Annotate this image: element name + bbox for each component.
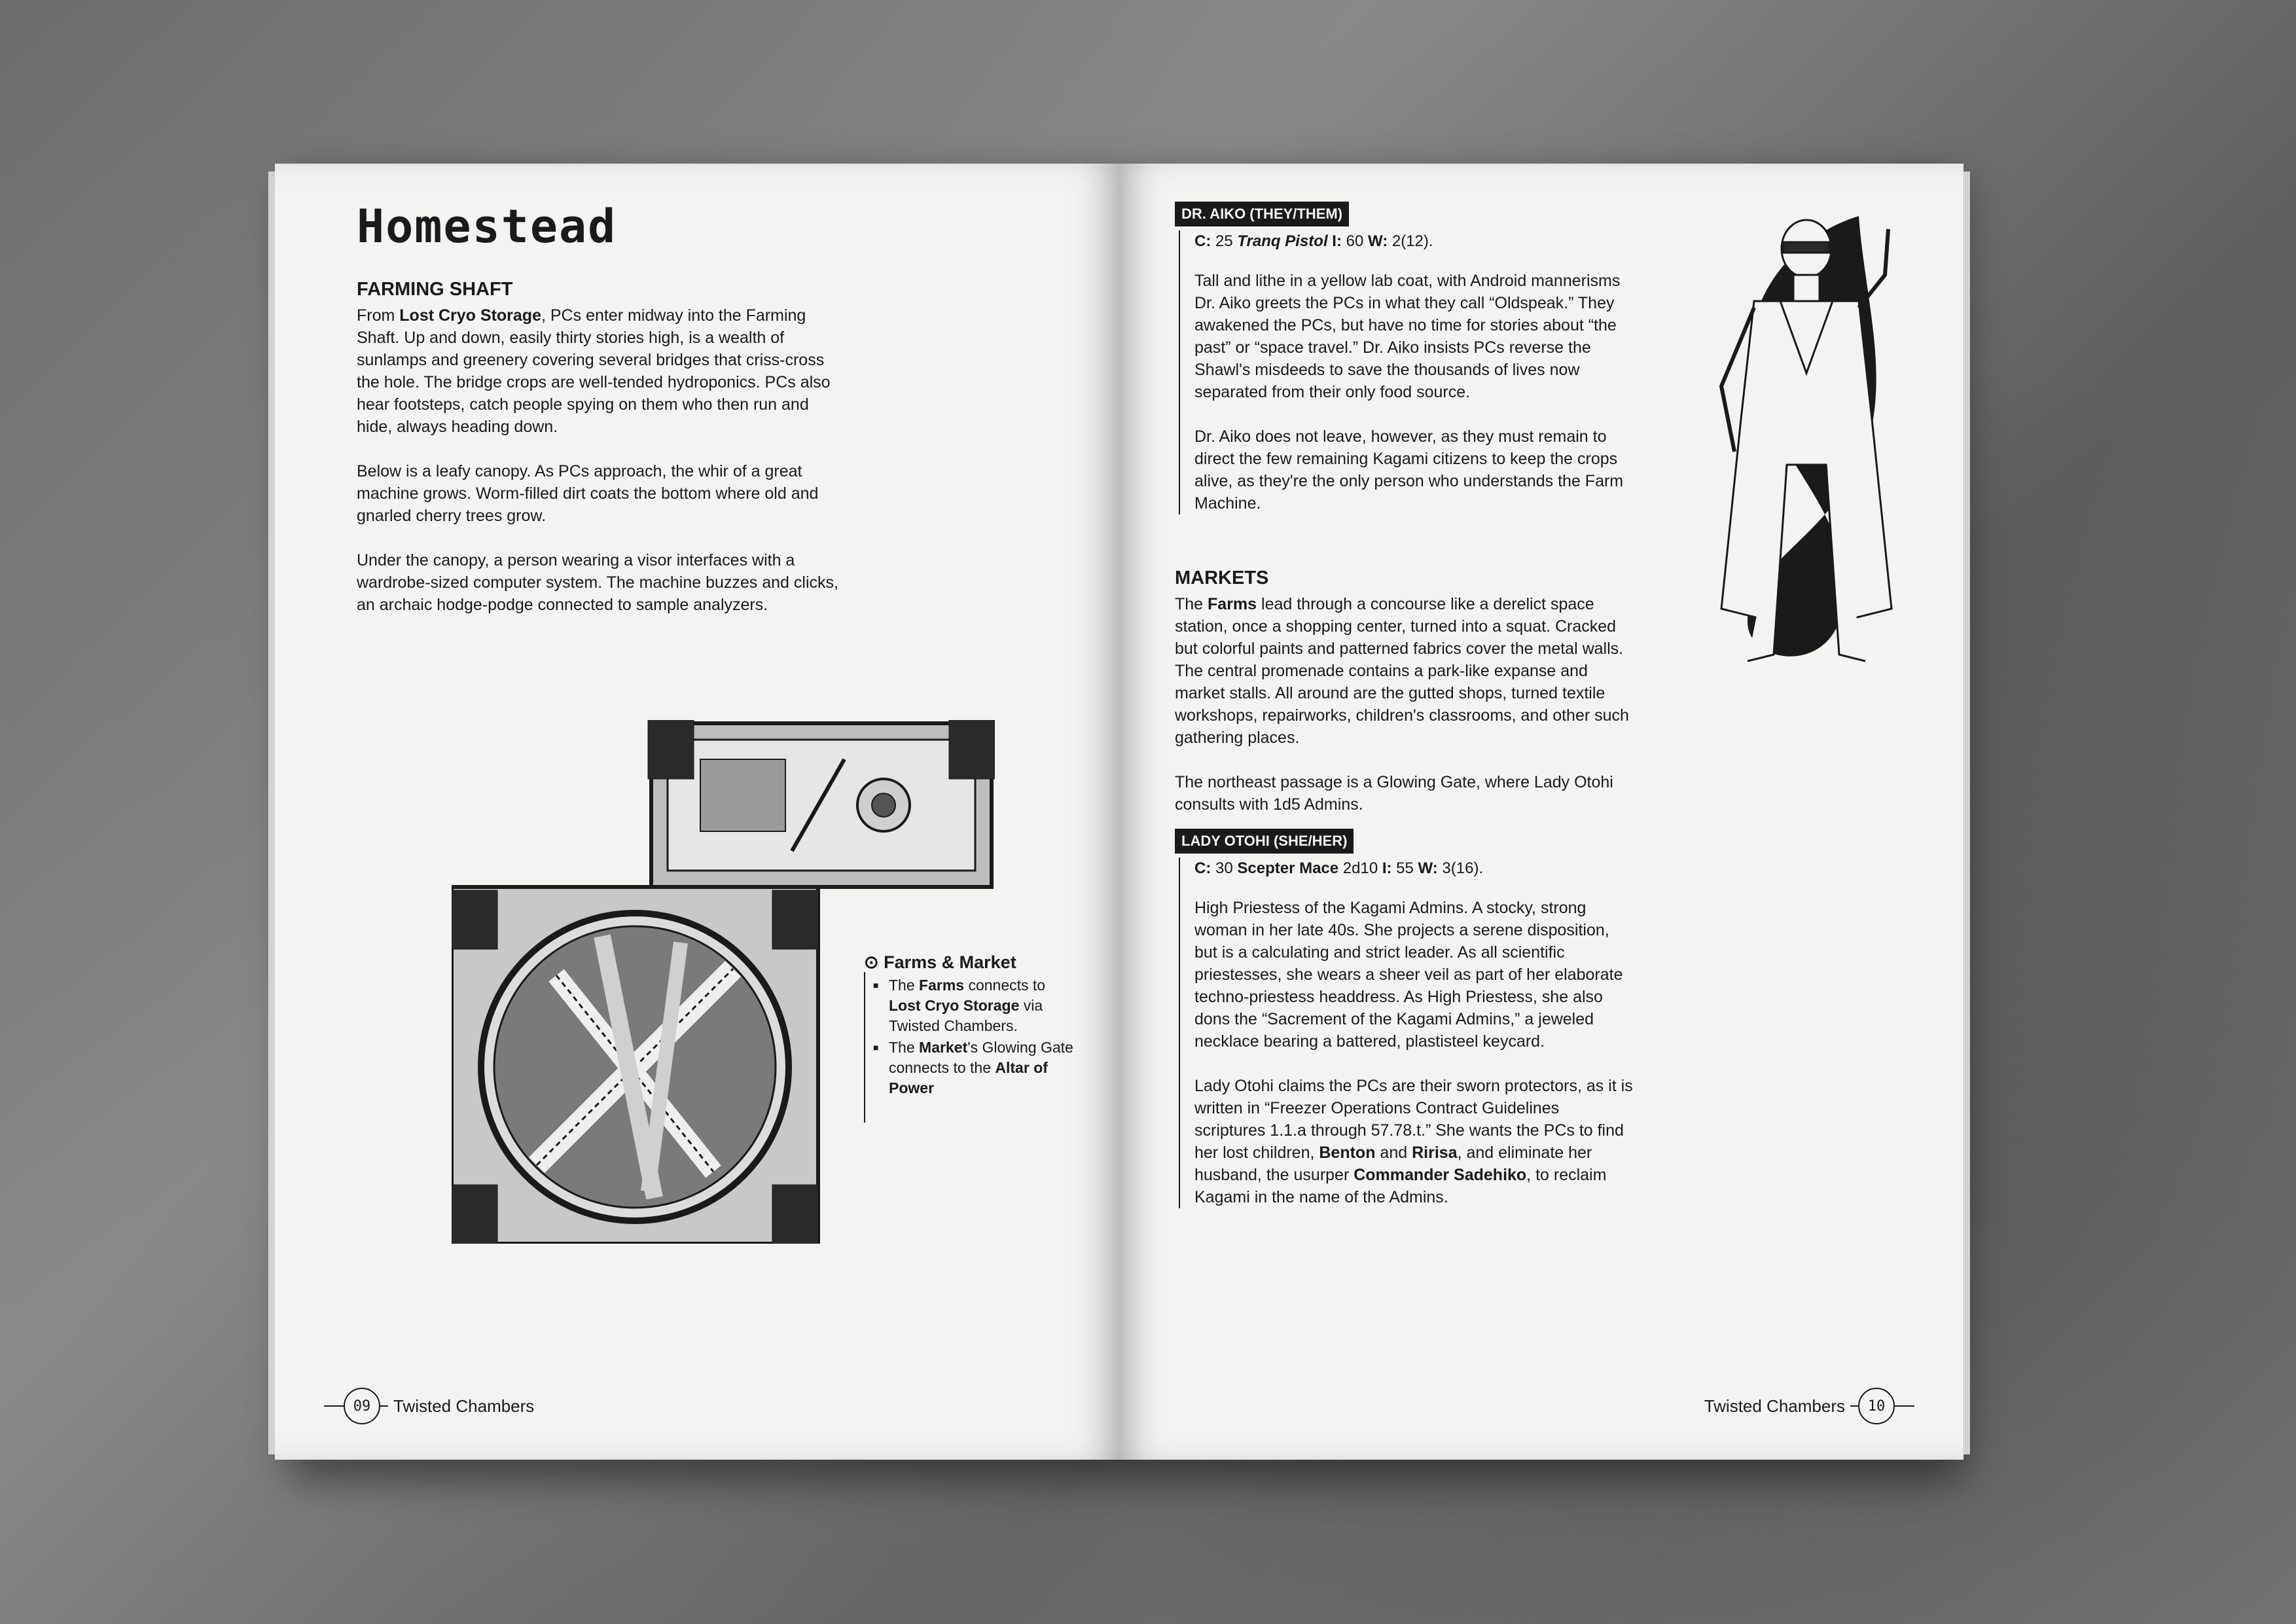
aiko-paragraph-1: Tall and lithe in a yellow lab coat, with Android mannerisms Dr. Aiko greets the PCs in what they call “Oldspeak.” They awakened the PCs, but have no time for stories about “the past” or “space travel.” Dr. Aiko insists PCs reverse the Shawl's misdeeds to save the thousands of lives now separated from their only food source. [1194,272,1621,401]
farming-shaft-section [357,278,841,638]
right-footer [1704,1388,1914,1424]
aiko-stats: C: 25 Tranq Pistol I: 60 W: 2(12). [1194,232,1433,250]
otohi-stats: C: 30 Scepter Mace 2d10 I: 55 W: 3(16). [1194,859,1484,877]
markets-heading: MARKETS [1175,568,1269,588]
legend-title: ⊙ Farms & Market [864,952,1016,972]
left-page [275,164,1119,1460]
otohi-paragraph-1: High Priestess of the Kagami Admins. A stocky, strong woman in her late 40s. She projects a serene disposition, but is a calculating and strict leader. As all scientific priestesses, she wears a sheer veil as part of her elaborate techno-priestess headdress. As High Priestess, she also dons the “Sacrement of the Kagami Admins,” a jeweled necklace bearing a battered, plastisteel keycard. [1194,899,1623,1051]
right-page [1119,164,1964,1460]
legend-item-farms: ■ The Farms connects to Lost Cryo Storage via Twisted Chambers. [864,975,1073,1036]
aiko-stat-block [1179,230,1633,514]
aiko-paragraph-2: Dr. Aiko does not leave, however, as they must remain to direct the few remaining Kagami citizens to keep the crops alive, as they're the only person who understands the Farm Machine. [1194,427,1624,513]
markets-paragraph-1: The Farms lead through a concourse like a derelict space station, once a shopping center, turned into a squat. Cracked but colorful paints and patterned fabrics cover the metal walls. The central promenade contains a park-like expanse and market stalls. All around are the gutted shops, turned textile workshops, repairworks, children's classrooms, and other such gathering places. [1175,595,1629,747]
page-title: Homestead [357,200,617,253]
farming-shaft-paragraph-1: From Lost Cryo Storage, PCs enter midway into the Farming Shaft. Up and down, easily thirty stories high, is a wealth of sunlamps and greenery covering several bridges that criss-cross the hole. The bridge crops are well-tended hydroponics. PCs also hear footsteps, catch people spying on them who then run and hide, always heading down. [357,306,831,436]
footer-book-title: Twisted Chambers [1704,1396,1845,1416]
dr-aiko-illustration [1643,203,1924,700]
farming-shaft-paragraph-3: Under the canopy, a person wearing a visor interfaces with a wardrobe-sized computer system. The machine buzzes and clicks, an archaic hodge-podge connected to sample analyzers. [357,551,838,614]
right-column [1175,202,1633,1208]
aiko-tag: DR. AIKO (THEY/THEM) [1175,202,1349,226]
page-number: 10 [1858,1388,1895,1424]
farming-shaft-paragraph-2: Below is a leafy canopy. As PCs approach, the whir of a great machine grows. Worm-filled dirt coats the bottom where old and gnarled cherry trees grow. [357,462,819,525]
otohi-tag: LADY OTOHI (SHE/HER) [1175,829,1354,854]
markets-paragraph-2: The northeast passage is a Glowing Gate, where Lady Otohi consults with 1d5 Admins. [1175,773,1613,814]
map-legend [864,952,1073,1100]
footer-book-title: Twisted Chambers [393,1396,535,1416]
otohi-paragraph-2: Lady Otohi claims the PCs are their sworn protectors, as it is written in “Freezer Operations Contract Guidelines scriptures 1.1.a through 57.78.t.” She wants the PCs to find her lost children, Benton and Ririsa, and eliminate her husband, the usurper Commander Sadehiko, to reclaim Kagami in the name of the Admins. [1194,1077,1633,1206]
legend-item-market: ■ The Market's Glowing Gate connects to the Altar of Power [864,1038,1073,1098]
page-number: 09 [344,1388,380,1424]
otohi-stat-block [1179,857,1633,1208]
farming-shaft-heading: FARMING SHAFT [357,279,513,300]
left-footer [324,1388,534,1424]
